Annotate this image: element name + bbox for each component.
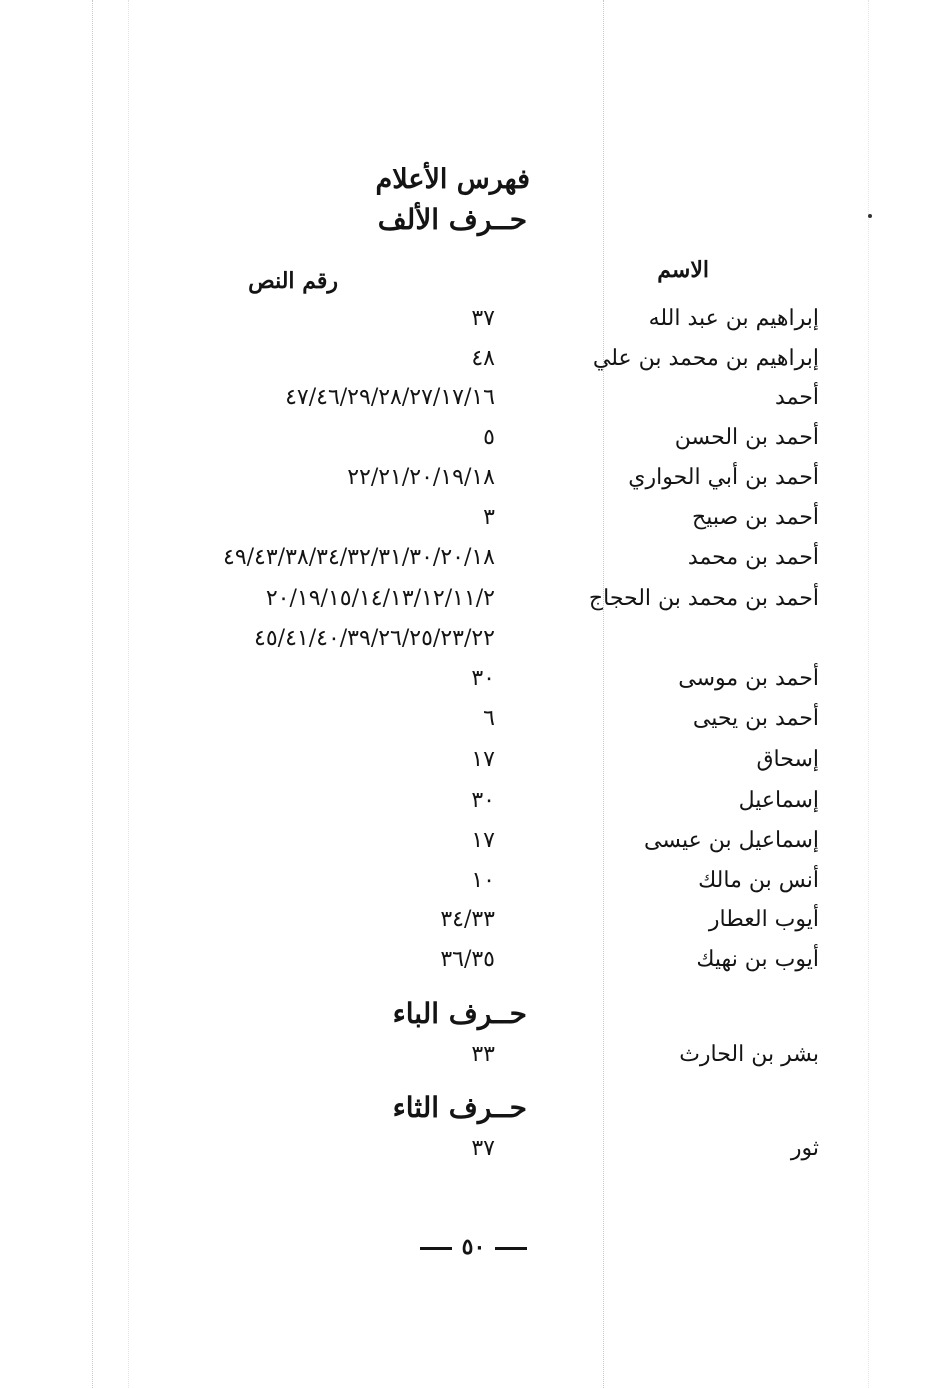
entry-refs: ٣٠ xyxy=(471,666,495,691)
dash-left xyxy=(495,1247,527,1250)
entry-refs: ٢٠/١٩/١٥/١٤/١٣/١٢/١١/٢ xyxy=(265,586,495,611)
page-number: ٥٠ xyxy=(461,1234,486,1260)
entry-name: إبراهيم بن محمد بن علي xyxy=(592,346,819,371)
entry-name: أيوب بن نهيك xyxy=(696,947,819,972)
entry-refs: ٤٩/٤٣/٣٨/٣٤/٣٢/٣١/٣٠/٢٠/١٨ xyxy=(223,545,495,570)
entry-name: أيوب العطار xyxy=(708,907,819,932)
entry-refs: ١٧ xyxy=(471,828,495,853)
entry-refs: ٣٤/٣٣ xyxy=(440,907,495,932)
entry-refs: ٣٧ xyxy=(471,1136,495,1161)
entry-refs: ٣ xyxy=(483,505,495,530)
section-heading-tha: حــرف الثاء xyxy=(392,1091,527,1124)
entry-name: أنس بن مالك xyxy=(698,868,819,893)
section-heading-ba: حــرف الباء xyxy=(392,997,527,1030)
entry-refs: ٥ xyxy=(483,425,495,450)
entry-refs: ٣٠ xyxy=(471,788,495,813)
entry-name: أحمد بن موسى xyxy=(678,666,819,691)
entry-refs: ٤٨ xyxy=(471,346,495,371)
entry-name: ثور xyxy=(790,1136,819,1161)
entry-refs: ١٠ xyxy=(471,868,495,893)
scan-guide-line xyxy=(92,0,93,1388)
entry-name: إسماعيل بن عيسى xyxy=(644,828,819,853)
dash-right xyxy=(420,1247,452,1250)
scan-guide-line xyxy=(128,0,129,1388)
entry-name: أحمد بن محمد xyxy=(687,545,819,570)
entry-refs: ١٧ xyxy=(471,747,495,772)
entry-name: أحمد بن صبيح xyxy=(692,505,819,530)
entry-name: أحمد بن الحسن xyxy=(674,425,819,450)
entry-name: أحمد بن يحيى xyxy=(692,706,819,731)
entry-refs-continued: ٤٥/٤١/٤٠/٣٩/٢٦/٢٥/٢٣/٢٢ xyxy=(254,626,495,651)
column-header-number: رقم النص xyxy=(248,268,338,294)
entry-name: بشر بن الحارث xyxy=(679,1042,819,1067)
scan-guide-line xyxy=(603,0,604,1388)
entry-refs: ٦ xyxy=(483,706,495,731)
entry-name: أحمد بن محمد بن الحجاج xyxy=(588,586,819,611)
page-number-footer xyxy=(0,1232,947,1262)
entry-refs: ٢٢/٢١/٢٠/١٩/١٨ xyxy=(347,465,495,490)
entry-refs: ٣٧ xyxy=(471,306,495,331)
column-header-name: الاسم xyxy=(657,257,709,283)
entry-refs: ٣٣ xyxy=(471,1042,495,1067)
entry-refs: ٤٧/٤٦/٢٩/٢٨/٢٧/١٧/١٦ xyxy=(285,385,495,410)
entry-name: أحمد xyxy=(775,385,819,410)
entry-refs: ٣٦/٣٥ xyxy=(440,947,495,972)
entry-name: إبراهيم بن عبد الله xyxy=(648,306,819,331)
entry-name: إسماعيل xyxy=(738,788,819,813)
section-heading-alif: حــرف الألف xyxy=(377,203,527,236)
scan-speck xyxy=(868,214,872,218)
index-title: فهرس الأعلام xyxy=(375,164,530,195)
entry-name: إسحاق xyxy=(756,747,819,772)
scan-guide-line xyxy=(868,0,869,1388)
entry-name: أحمد بن أبي الحواري xyxy=(628,465,819,490)
